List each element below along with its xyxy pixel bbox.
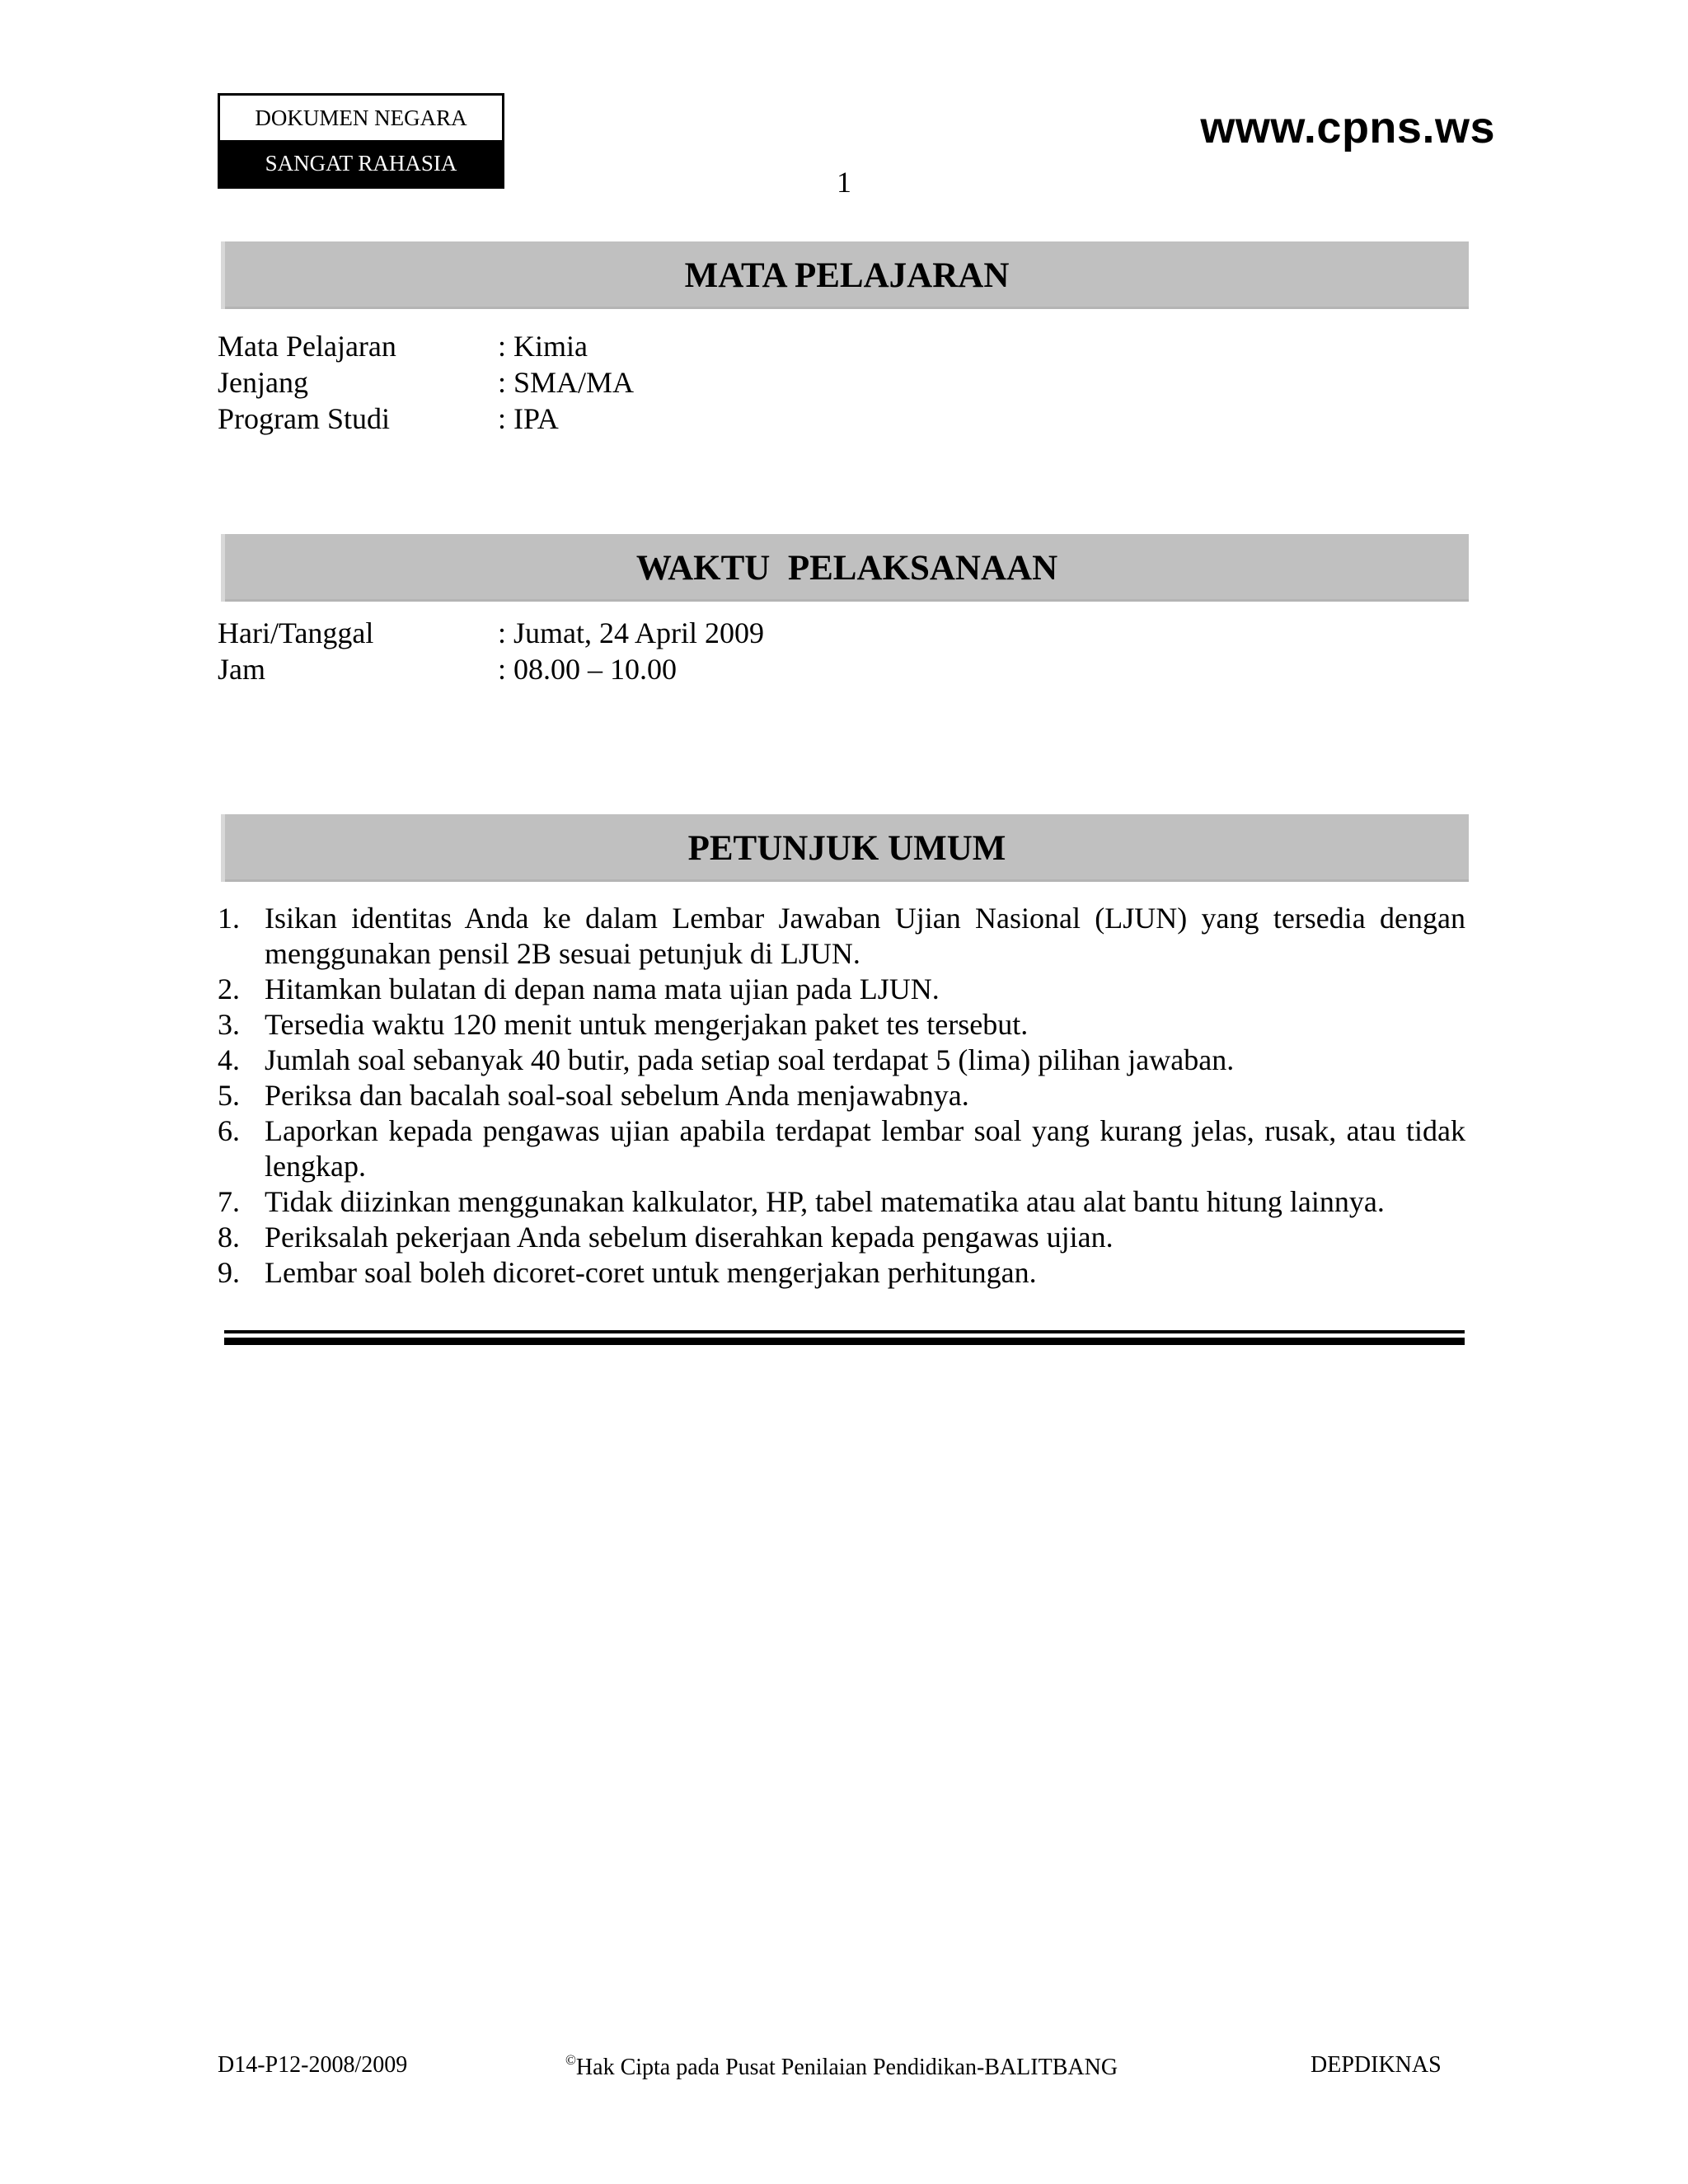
page-number: 1	[837, 166, 851, 199]
info-row	[218, 651, 764, 687]
item-number: 4.	[218, 1043, 240, 1076]
info-row	[218, 328, 634, 364]
stamp-secrecy-level: SANGAT RAHASIA	[220, 140, 502, 186]
site-watermark: www.cpns.ws	[1200, 103, 1495, 152]
item-number: 1.	[218, 902, 240, 935]
item-number: 5.	[218, 1079, 240, 1112]
divider-thin	[224, 1330, 1465, 1333]
schedule-info	[218, 615, 764, 687]
item-number: 8.	[218, 1221, 240, 1254]
item-text: Periksa dan bacalah soal-soal sebelum Anda menjawabnya.	[265, 1079, 969, 1112]
item-number: 9.	[218, 1256, 240, 1289]
divider-thick	[224, 1338, 1465, 1345]
footer-document-code: D14-P12-2008/2009	[218, 2052, 408, 2078]
info-value: : Jumat, 24 April 2009	[498, 616, 764, 649]
item-number: 2.	[218, 972, 240, 1005]
item-number: 6.	[218, 1114, 240, 1147]
list-item	[218, 1043, 1465, 1078]
stamp-document-type: DOKUMEN NEGARA	[220, 96, 502, 140]
list-item	[218, 1220, 1465, 1255]
list-item	[218, 1184, 1465, 1220]
info-label: Hari/Tanggal	[218, 616, 374, 649]
info-row	[218, 401, 634, 437]
list-item	[218, 1113, 1465, 1184]
item-text: Isikan identitas Anda ke dalam Lembar Jawaban Ujian Nasional (LJUN) yang tersedia dengan menggunakan pensil 2B sesuai petunjuk di LJUN.	[265, 902, 1465, 970]
info-value: : SMA/MA	[498, 366, 635, 399]
item-text: Jumlah soal sebanyak 40 butir, pada setiap soal terdapat 5 (lima) pilihan jawaban.	[265, 1043, 1235, 1076]
item-text: Tersedia waktu 120 menit untuk mengerjakan paket tes tersebut.	[265, 1008, 1029, 1041]
item-text: Lembar soal boleh dicoret-coret untuk mengerjakan perhitungan.	[265, 1256, 1037, 1289]
item-text: Periksalah pekerjaan Anda sebelum diserahkan kepada pengawas ujian.	[265, 1221, 1114, 1254]
section-header-waktu-pelaksanaan: WAKTU PELAKSANAAN	[221, 534, 1469, 602]
info-value: : IPA	[498, 402, 559, 435]
list-item	[218, 901, 1465, 972]
item-number: 3.	[218, 1008, 240, 1041]
list-item	[218, 1007, 1465, 1043]
footer-copyright-text: Hak Cipta pada Pusat Penilaian Pendidikan-BALITBANG	[575, 2055, 1118, 2080]
item-text: Laporkan kepada pengawas ujian apabila terdapat lembar soal yang kurang jelas, rusak, atau tidak lengkap.	[265, 1114, 1465, 1183]
item-text: Hitamkan bulatan di depan nama mata ujian pada LJUN.	[265, 972, 940, 1005]
info-label: Jam	[218, 653, 265, 686]
section-header-petunjuk-umum: PETUNJUK UMUM	[221, 814, 1469, 882]
list-item	[218, 972, 1465, 1007]
info-value: : Kimia	[498, 330, 588, 363]
instruction-list	[218, 901, 1465, 1291]
info-row	[218, 615, 764, 651]
info-value: : 08.00 – 10.00	[498, 653, 678, 686]
copyright-icon: ©	[565, 2052, 576, 2068]
info-label: Program Studi	[218, 402, 391, 435]
info-label: Mata Pelajaran	[218, 330, 396, 363]
section-header-mata-pelajaran: MATA PELAJARAN	[221, 241, 1469, 309]
subject-info	[218, 328, 634, 437]
footer-department: DEPDIKNAS	[1311, 2052, 1442, 2078]
item-number: 7.	[218, 1185, 240, 1218]
info-row	[218, 364, 634, 401]
item-text: Tidak diizinkan menggunakan kalkulator, HP, tabel matematika atau alat bantu hitung lainnya.	[265, 1185, 1385, 1218]
list-item	[218, 1255, 1465, 1291]
list-item	[218, 1078, 1465, 1113]
footer-copyright	[565, 2052, 1118, 2081]
info-label: Jenjang	[218, 366, 308, 399]
